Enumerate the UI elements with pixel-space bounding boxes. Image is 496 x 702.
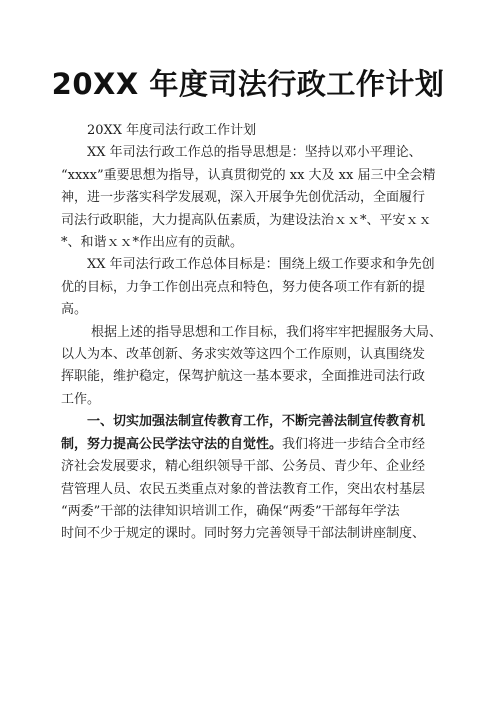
paragraph-line: XX 年司法行政工作总体目标是：围绕上级工作要求和争先创: [87, 257, 435, 273]
paragraph-line: 神，进一步落实科学发展观，深入开展争先创优活动，全面履行: [61, 190, 426, 206]
section-heading-line: 一、切实加强法制宣传教育工作，不断完善法制宣传教育机: [87, 414, 426, 430]
paragraph-line: 营管理人员、农民五类重点对象的普法教育工作，突出农村基层: [61, 481, 426, 497]
paragraph-line: 高。: [61, 302, 88, 318]
paragraph-line: *、和谐ｘｘ*作出应有的贡献。: [61, 235, 244, 251]
paragraph-line: [61, 434, 461, 456]
paragraph-line: 工作。: [61, 391, 101, 407]
paragraph-line: 优的目标，力争工作创出亮点和特色，努力使各项工作有新的提: [61, 279, 426, 295]
document-title: 20XX 年度司法行政工作计划: [51, 67, 445, 101]
paragraph-line: “两委”干部的法律知识培训工作，确保“两委”干部每年学法: [61, 503, 400, 519]
paragraph-line: “xxxx”重要思想为指导，认真贯彻党的 xx 大及 xx 届三中全会精: [61, 167, 436, 183]
paragraph-line: XX 年司法行政工作总的指导思想是：坚持以邓小平理论、: [87, 145, 422, 161]
paragraph-line: 20XX 年度司法行政工作计划: [87, 123, 257, 138]
paragraph-line: 挥职能，维护稳定，保驾护航这一基本要求，全面推进司法行政: [61, 369, 426, 385]
paragraph-line: 司法行政职能，大力提高队伍素质，为建设法治ｘｘ*、平安ｘｘ: [61, 212, 432, 228]
paragraph-line: 济社会发展要求，精心组织领导干部、公务员、青少年、企业经: [61, 459, 426, 475]
document-body: [61, 120, 461, 546]
paragraph-line: 根据上述的指导思想和工作目标，我们将牢牢把握服务大局、: [91, 324, 443, 340]
paragraph-line: 以人为本、改革创新、务求实效等这四个工作原则，认真围绕发: [61, 347, 426, 363]
paragraph-line: 时间不少于规定的课时。同时努力完善领导干部法制讲座制度、: [61, 526, 426, 542]
section-heading-line: 制，努力提高公民学法守法的自觉性。: [61, 436, 283, 452]
paragraph-text: 我们将进一步结合全市经: [282, 436, 426, 452]
